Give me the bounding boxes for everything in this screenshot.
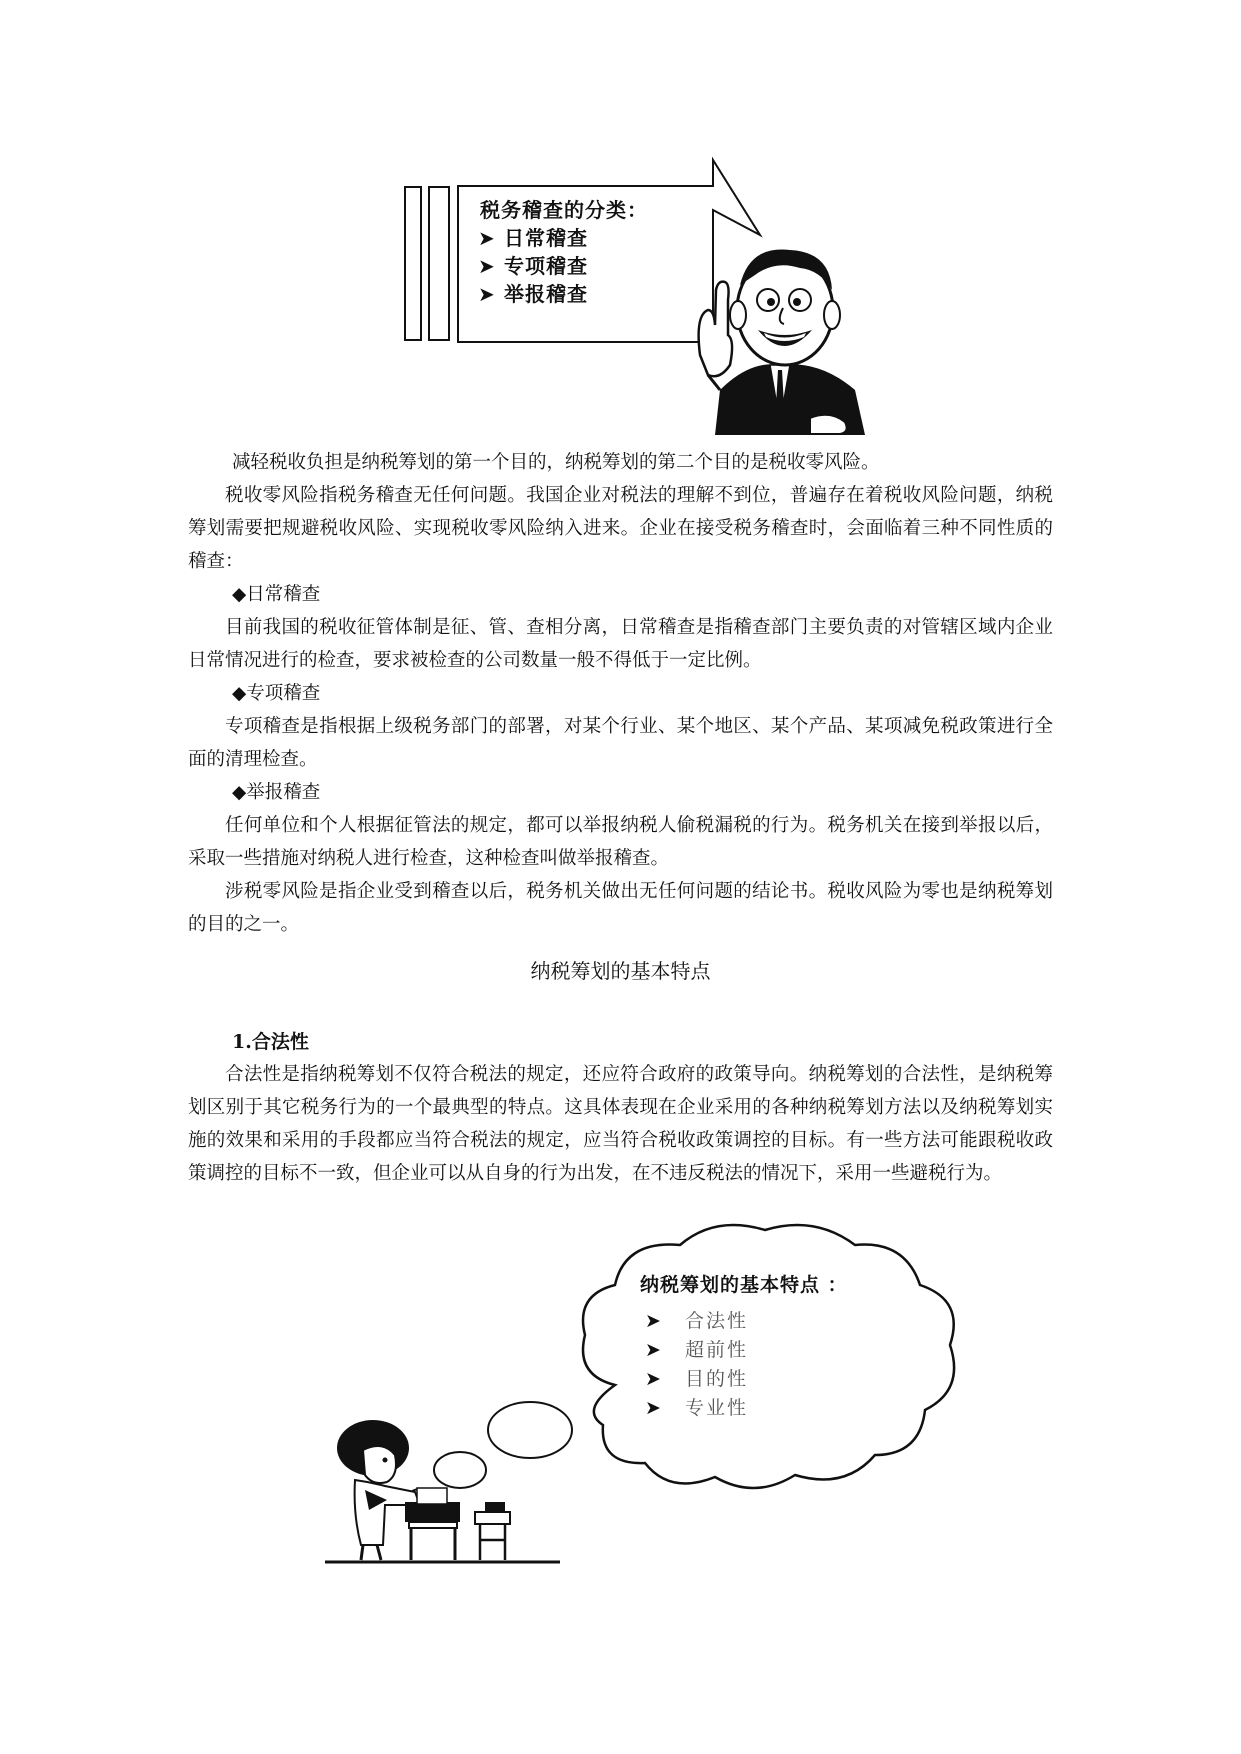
features-callout-item: ➤ 专业性 — [645, 1397, 749, 1419]
arrow-bullet-icon: ➤ — [478, 226, 496, 250]
paragraph-goal: 减轻税收负担是纳税筹划的第一个目的，纳税筹划的第二个目的是税收零风险。 — [232, 452, 880, 473]
arrow-bullet-icon: ➤ — [645, 1339, 663, 1361]
subheading-legality: 1.合法性 — [232, 1031, 309, 1053]
audit-callout-item: ➤ 举报稽查 — [478, 282, 588, 306]
paragraph-zero-risk: 税收零风险指税务稽查无任何问题。我国企业对税法的理解不到位，普遍存在着税收风险问题，纳税筹划需要把规避税收风险、实现税收零风险纳入进来。企业在接受税务稽查时，会面临着三种不同性质的稽查： — [188, 485, 1053, 572]
paragraph-legality: 合法性是指纳税筹划不仅符合税法的规定，还应符合政府的政策导向。纳税筹划的合法性，是纳税筹划区别于其它税务行为的一个最典型的特点。这具体表现在企业采用的各种纳税筹划方法以及纳税筹划实施的效果和采用的手段都应当符合税法的规定，应当符合税收政策调控的目标。有一些方法可能跟税收政策调控的目标不一致，但企业可以从自身的行为出发，在不违反税法的情况下，采用一些避税行为。 — [188, 1064, 1053, 1184]
audit-callout-item: ➤ 日常稽查 — [478, 226, 588, 250]
features-callout-item: ➤ 合法性 — [645, 1310, 749, 1332]
arrow-bullet-icon: ➤ — [478, 254, 496, 278]
cartoon-man-illustration — [680, 240, 880, 435]
paragraph-zero-risk-conclusion: 涉税零风险是指企业受到稽查以后，税务机关做出无任何问题的结论书。税收风险为零也是纳税筹划的目的之一。 — [188, 881, 1053, 935]
arrow-bullet-icon: ➤ — [645, 1368, 663, 1390]
features-callout-title: 纳税筹划的基本特点 ： — [640, 1274, 848, 1296]
section-heading: 纳税筹划的基本特点 — [530, 959, 711, 983]
paragraph-report-audit: 任何单位和个人根据征管法的规定，都可以举报纳税人偷税漏税的行为。税务机关在接到举报以后，采取一些措施对纳税人进行检查，这种检查叫做举报稽查。 — [188, 815, 1053, 869]
audit-callout-item: ➤ 专项稽查 — [478, 254, 588, 278]
arrow-bullet-icon: ➤ — [478, 282, 496, 306]
features-callout-item: ➤ 超前性 — [645, 1339, 749, 1361]
typist-woman-illustration — [325, 1420, 560, 1565]
paragraph-daily-audit: 目前我国的税收征管体制是征、管、查相分离，日常稽查是指稽查部门主要负责的对管辖区域内企业日常情况进行的检查，要求被检查的公司数量一般不得低于一定比例。 — [188, 617, 1053, 671]
paragraph-special-audit: 专项稽查是指根据上级税务部门的部署，对某个行业、某个地区、某个产品、某项减免税政策进行全面的清理检查。 — [188, 716, 1053, 770]
features-callout-item: ➤ 目的性 — [645, 1368, 749, 1390]
heading-report-audit: ◆举报稽查 — [232, 782, 321, 803]
heading-daily-audit: ◆日常稽查 — [232, 584, 321, 605]
decorative-bar-right — [428, 186, 450, 341]
audit-callout-title: 税务稽查的分类： — [480, 198, 648, 222]
arrow-bullet-icon: ➤ — [645, 1397, 663, 1419]
thought-cloud — [555, 1215, 975, 1515]
heading-special-audit: ◆专项稽查 — [232, 683, 321, 704]
decorative-bar-left — [404, 186, 422, 341]
arrow-bullet-icon: ➤ — [645, 1310, 663, 1332]
